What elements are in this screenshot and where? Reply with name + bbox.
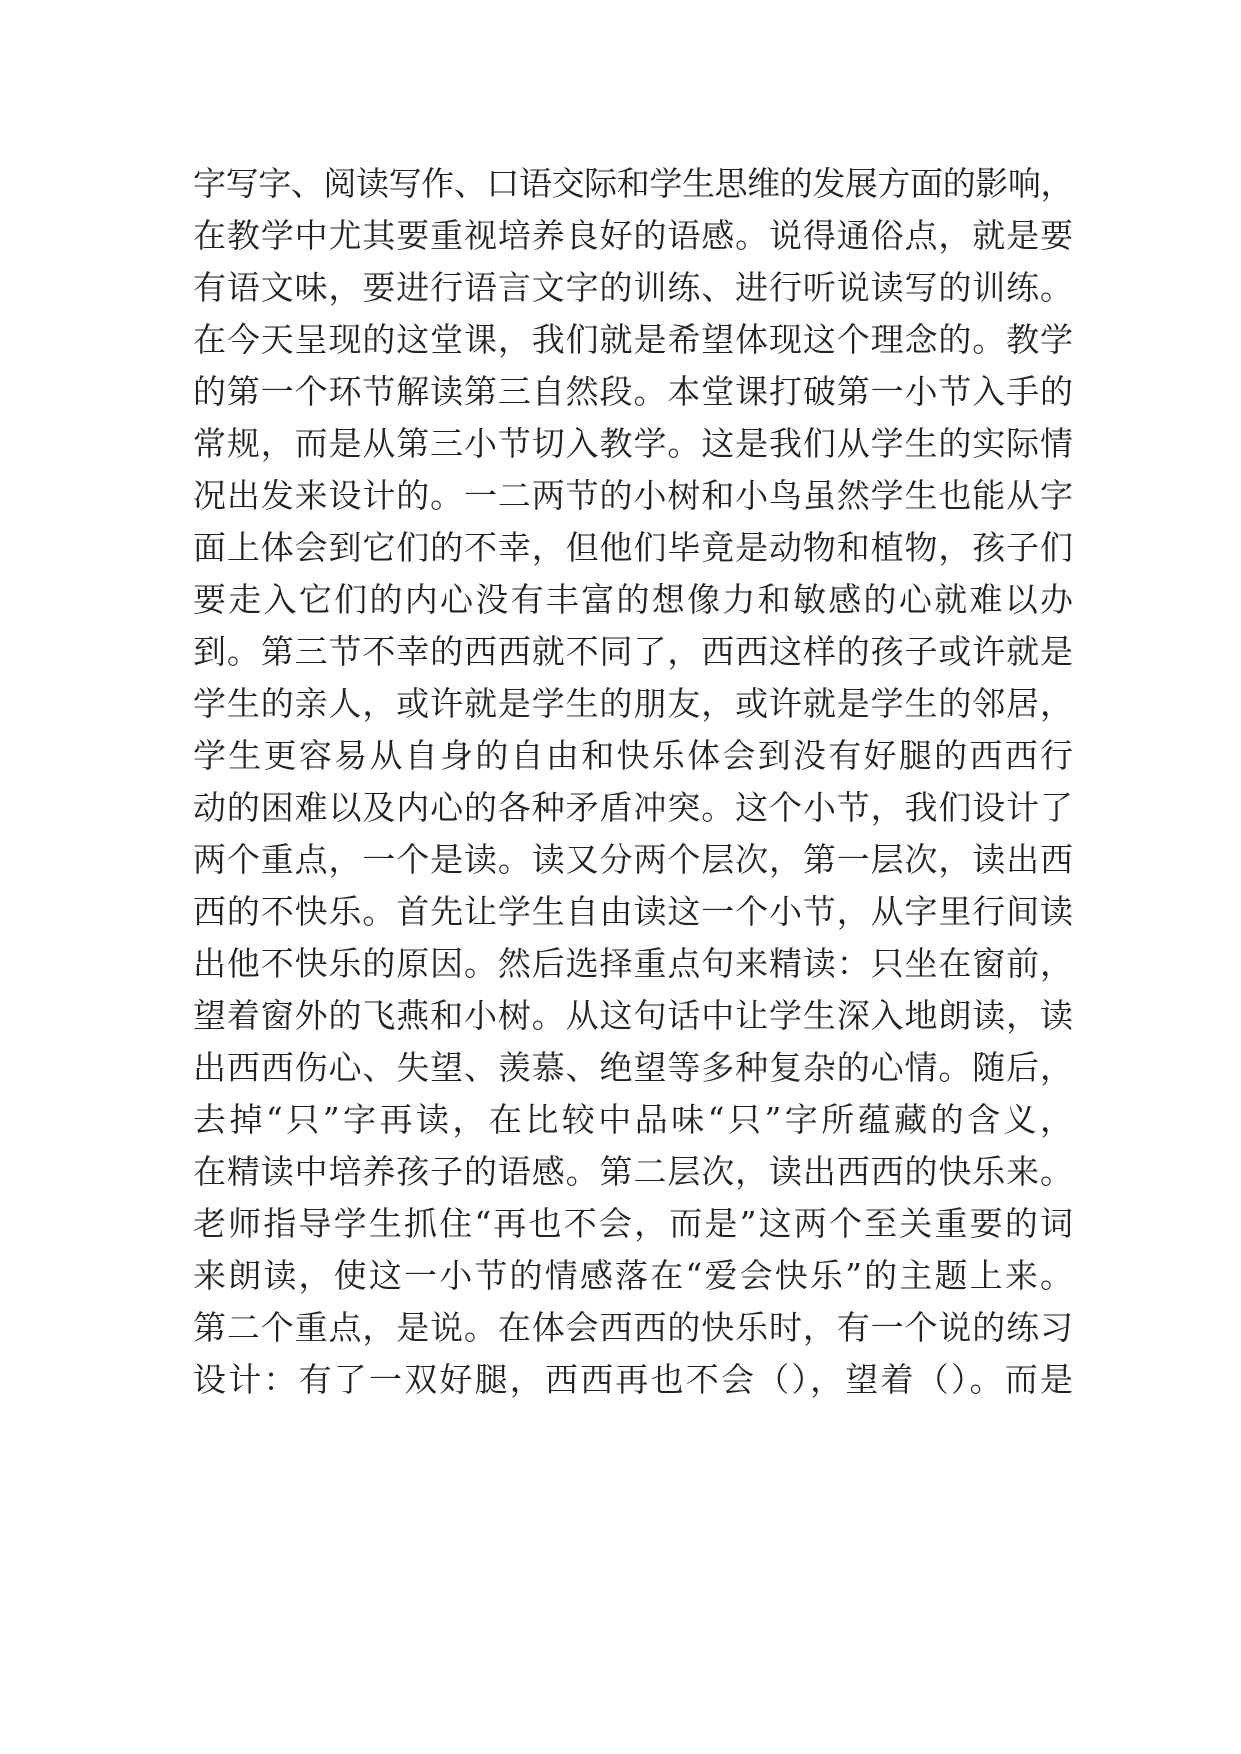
text-line: 出他不快乐的原因。然后选择重点句来精读：只坐在窗前， (193, 944, 1073, 983)
text-line: 字写字、阅读写作、口语交际和学生思维的发展方面的影响， (193, 164, 1073, 203)
body-text (193, 158, 1073, 1406)
text-line: 来朗读，使这一小节的情感落在“爱会快乐”的主题上来。 (193, 1256, 1073, 1295)
text-line: 两个重点，一个是读。读又分两个层次，第一层次，读出西 (193, 840, 1073, 879)
text-line: 西的不快乐。首先让学生自由读这一个小节，从字里行间读 (193, 892, 1073, 931)
text-line: 去掉“只”字再读，在比较中品味“只”字所蕴藏的含义， (193, 1100, 1073, 1139)
text-line: 的第一个环节解读第三自然段。本堂课打破第一小节入手的 (193, 372, 1073, 411)
text-line: 在精读中培养孩子的语感。第二层次，读出西西的快乐来。 (193, 1152, 1073, 1191)
text-line: 动的困难以及内心的各种矛盾冲突。这个小节，我们设计了 (193, 788, 1073, 827)
text-line: 况出发来设计的。一二两节的小树和小鸟虽然学生也能从字 (193, 476, 1073, 515)
text-line: 设计：有了一双好腿，西西再也不会（），望着（）。而是 (193, 1360, 1073, 1399)
text-line: 有语文味，要进行语言文字的训练、进行听说读写的训练。 (193, 268, 1073, 307)
text-line: 要走入它们的内心没有丰富的想像力和敏感的心就难以办 (193, 580, 1073, 619)
text-line: 出西西伤心、失望、羡慕、绝望等多种复杂的心情。随后， (193, 1048, 1073, 1087)
text-line: 第二个重点，是说。在体会西西的快乐时，有一个说的练习 (193, 1308, 1073, 1347)
text-line: 学生更容易从自身的自由和快乐体会到没有好腿的西西行 (193, 736, 1073, 775)
text-line: 常规，而是从第三小节切入教学。这是我们从学生的实际情 (193, 424, 1073, 463)
text-line: 面上体会到它们的不幸，但他们毕竟是动物和植物，孩子们 (193, 528, 1073, 567)
text-line: 到。第三节不幸的西西就不同了，西西这样的孩子或许就是 (193, 632, 1073, 671)
text-line: 老师指导学生抓住“再也不会，而是”这两个至关重要的词 (193, 1204, 1073, 1243)
text-line: 望着窗外的飞燕和小树。从这句话中让学生深入地朗读，读 (193, 996, 1073, 1035)
text-line: 在今天呈现的这堂课，我们就是希望体现这个理念的。教学 (193, 320, 1073, 359)
text-line: 学生的亲人，或许就是学生的朋友，或许就是学生的邻居， (193, 684, 1073, 723)
text-line: 在教学中尤其要重视培养良好的语感。说得通俗点，就是要 (193, 216, 1073, 255)
